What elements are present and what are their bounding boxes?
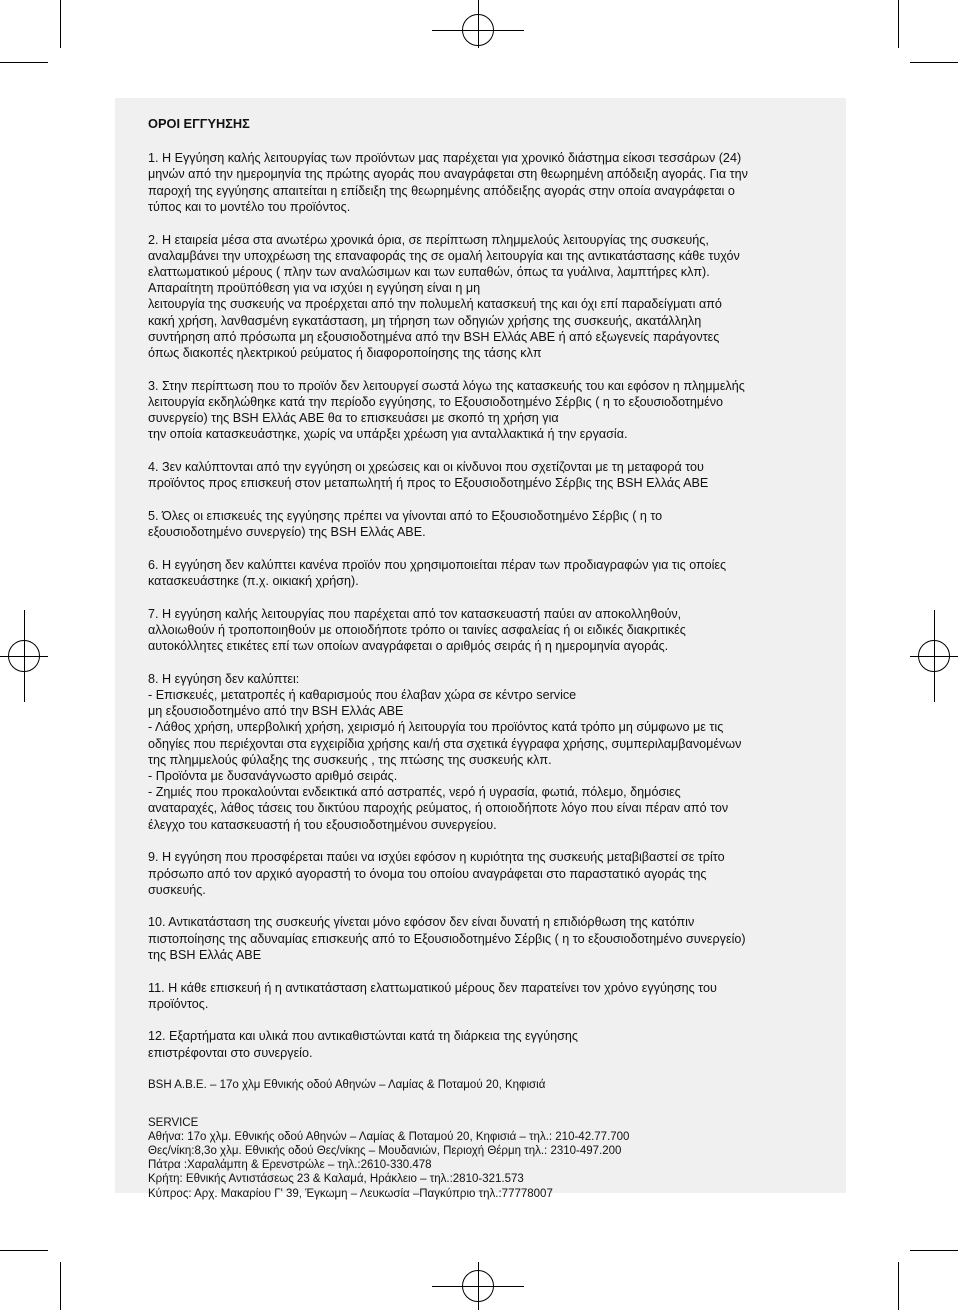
clause-line: 11. Η κάθε επισκευή ή η αντικατάσταση ελαττωματικού μέρους δεν παρατείνει τον χρόνο εγγύησης του [148,980,717,995]
clause-2 [148,232,828,362]
clause-line: συσκευής. [148,882,206,897]
registration-line [910,656,958,657]
clause-12 [148,1028,828,1060]
clause-line: 9. Η εγγύηση που προσφέρεται παύει να ισχύει εφόσον η κυριότητα της συσκευής μεταβιβαστεί σε τρίτο [148,850,725,865]
clause-8 [148,671,828,833]
clause-5 [148,508,828,540]
clause-line: λειτουργία της συσκευής να προέρχεται από την πολυμελή κατασκευή της και όχι επί παραδείγματι από [148,297,722,312]
clause-line: έλεγχο του κατασκευαστή ή του εξουσιοδοτημένου συνεργείου. [148,817,497,832]
clause-line: 4. Зεν καλύπτονται από την εγγύηση οι χρεώσεις και οι κίνδυνοι που σχετίζονται με τη μεταφορά του [148,459,704,474]
warranty-terms [148,116,828,1201]
clause-line: 8. Η εγγύηση δεν καλύπτει: [148,671,300,686]
clause-line: πρόσωπο από τον αρχικό αγοραστή το όνομα του οποίου αναγράφεται στο παραστατικό αγοράς της [148,866,707,881]
service-section [148,1116,828,1201]
clause-line: αναλαμβάνει την υποχρέωση της επαναφοράς της σε ομαλή λειτουργία και της αντικατάστασης κάθε τυχόν [148,248,740,263]
clause-3 [148,378,828,443]
clause-line: κακή χρήση, λανθασμένη εγκατάσταση, μη τήρηση των οδηγιών χρήσης της συσκευής, ακατάλληλη [148,313,702,328]
clause-line: 5. Όλες οι επισκευές της εγγύησης πρέπει να γίνονται από το Εξουσιοδοτημένο Σέρβις ( η το [148,508,663,523]
clause-line: - Ζημιές που προκαλούνται ενδεικτικά από αστραπές, νερό ή υγρασία, φωτιά, πόλεμο, δημόσιες [148,785,681,800]
clause-line: μη εξουσιοδοτημένο από την BSH Ελλάς ΑΒΕ [148,704,404,719]
clause-line: εξουσιοδοτημένο συνεργείο) της BSH Ελλάς ΑΒΕ. [148,525,426,540]
clause-line: την οποία κατασκευάστηκε, χωρίς να υπάρξει χρέωση για ανταλλακτικά ή την εργασία. [148,427,628,442]
clause-4 [148,459,828,491]
clause-line: - Προϊόντα με δυσανάγνωστο αριθμό σειράς. [148,769,398,783]
clause-line: - Επισκευές, μετατροπές ή καθαρισμούς που έλαβαν χώρα σε κέντρο service [148,687,577,702]
clause-line: λειτουργία εκδηλώθηκε κατά την περίοδο εγγύησης, το Εξουσιοδοτημένο Σέρβις ( η το εξουσιοδοτημένο [148,394,724,409]
crop-mark [910,62,958,63]
service-locations [148,1130,828,1201]
service-location: Κύπρος: Αρχ. Μακαρίου Γ' 39, Έγκωμη – Λευκωσία –Παγκύπριο τηλ.:77778007 [148,1187,553,1200]
clause-line: προϊόντος. [148,996,209,1011]
service-heading: SERVICE [148,1116,199,1129]
clause-list [148,150,828,1061]
clause-line: 10. Αντικατάσταση της συσκευής γίνεται μόνο εφόσον δεν είναι δυνατή η επιδιόρθωση της κατόπιν [148,915,695,930]
clause-line: 3. Στην περίπτωση που το προϊόν δεν λειτουργεί σωστά λόγω της κατασκευής του και εφόσον η πλημμελής [148,378,745,393]
clause-line: Απαραίτητη προϋπόθεση για να ισχύει η εγγύηση είναι η μη [148,281,481,296]
clause-line: όπως διακοπές ηλεκτρικού ρεύματος ή διαφοροποίησης της τάσης κλπ [148,345,542,360]
clause-line: 7. Η εγγύηση καλής λειτουργίας που παρέχεται από τον κατασκευαστή παύει αν αποκολληθούν, [148,606,682,621]
crop-mark [0,62,48,63]
clause-7 [148,606,828,655]
clause-line: πιστοποίησης της αδυναμίας επισκευής από το Εξουσιοδοτημένο Σέρβις ( η το εξουσιοδοτημένο συνεργείο) [148,931,746,946]
service-location: Αθήνα: 17ο χλμ. Εθνικής οδού Αθηνών – Λαμίας & Ποταμού 20, Κηφισιά – τηλ.: 210-42.77.700 [148,1130,630,1143]
clause-line: συνεργείο) της BSH Ελλάς ΑΒΕ θα το επισκευάσει με σκοπό τη χρήση για [148,411,559,426]
clause-line: 2. Η εταιρεία μέσα στα ανωτέρω χρονικά όρια, σε περίπτωση πλημμελούς λειτουργίας της συσκευής, [148,232,709,247]
clause-11 [148,980,828,1012]
clause-line: κατασκευάστηκε (π.χ. οικιακή χρήση). [148,573,359,588]
clause-line: μηνών από την ημερομηνία της πρώτης αγοράς που αναγράφεται στη θεωρημένη απόδειξη αγοράς. Για την [148,167,748,182]
crop-mark [898,0,899,48]
crop-mark [0,1250,48,1251]
crop-mark [60,1262,61,1310]
page-title: ΟΡΟΙ ΕΓΓΥΗΣΗΣ [148,116,250,131]
registration-line [432,30,524,31]
clause-10 [148,914,828,963]
clause-line: επιστρέφονται στο συνεργείο. [148,1045,313,1060]
clause-line: προϊόντος προς επισκευή στον μεταπωλητή ή προς το Εξουσιοδοτημένο Σέρβις της BSH Ελλάς ΑΒΕ [148,476,709,491]
clause-line: ελαττωματικού μέρους ( πλην των αναλώσιμων και των ευπαθών, όπως τα γυάλινα, λαμπτήρες κλπ). [148,264,710,279]
registration-line [432,1286,524,1287]
clause-line: τύπος και το μοντέλο του προϊόντος. [148,199,351,214]
service-location: Κρήτη: Εθνικής Αντιστάσεως 23 & Καλαμά, Ηράκλειο – τηλ.:2810-321.573 [148,1173,524,1186]
clause-1 [148,150,828,215]
clause-line: 1. Η Εγγύηση καλής λειτουργίας των προϊόντων μας παρέχεται για χρονικό διάστημα είκοσι τεσσάρων (24) [148,151,742,166]
clause-line: αλλοιωθούν ή τροποποιηθούν με οποιοδήποτε τρόπο οι ταινίες ασφαλείας ή οι ειδικές διακριτικές [148,622,686,637]
clause-line: 6. Η εγγύηση δεν καλύπτει κανένα προϊόν που χρησιμοποιείται πέραν των προδιαγραφών για τις οποίες [148,557,727,572]
registration-line [0,656,48,657]
registration-line [478,0,479,48]
clause-line: - Λάθος χρήση, υπερβολική χρήση, χειρισμό ή λειτουργία του προϊόντος κατά τρόπο μη σύμφωνο με τις [148,720,724,735]
clause-6 [148,557,828,589]
clause-line: συντήρηση από πρόσωπα μη εξουσιοδοτημένα από την BSH Ελλάς ΑΒΕ ή από εξωγενείς παράγοντες [148,329,720,344]
clause-line: αναταραχές, λάθος τάσεις του δικτύου παροχής ρεύματος, ή οποιοδήποτε λόγο που είναι πέραν από τον [148,801,729,816]
service-location: Θες/νίκη:8,3ο χλμ. Εθνικής οδού Θες/νίκης – Μουδανιών, Περιοχή Θέρμη τηλ.: 2310-497.200 [148,1144,622,1157]
crop-mark [898,1262,899,1310]
service-location: Πάτρα :Χαραλάμπη & Ερενστρώλε – τηλ.:2610-330.478 [148,1159,432,1172]
company-address: BSH A.B.E. – 17ο χλμ Εθνικής οδού Αθηνών – Λαμίας & Ποταμού 20, Κηφισιά [148,1079,546,1092]
clause-line: αυτοκόλλητες ετικέτες επί των οποίων αναγράφεται ο αριθμός σειράς ή η ημερομηνία αγοράς. [148,639,669,654]
clause-line: παροχή της εγγύησης απαιτείται η επίδειξη της θεωρημένης απόδειξης αγοράς στην οποία αναγράφεται ο [148,183,735,198]
crop-mark [910,1250,958,1251]
crop-mark [60,0,61,48]
clause-line: της πλημμελούς φύλαξης της συσκευής , της πτώσης της συσκευής κλπ. [148,752,552,767]
clause-line: της BSH Ελλάς ΑΒΕ [148,947,262,962]
clause-9 [148,849,828,898]
clause-line: οδηγίες που περιέχονται στα εγχειρίδια χρήσης και/ή στα σχετικά έγγραφα χρήσης, συμπεριλαμβανομένων [148,736,742,751]
clause-line: 12. Εξαρτήματα και υλικά που αντικαθιστώνται κατά τη διάρκεια της εγγύησης [148,1029,578,1044]
